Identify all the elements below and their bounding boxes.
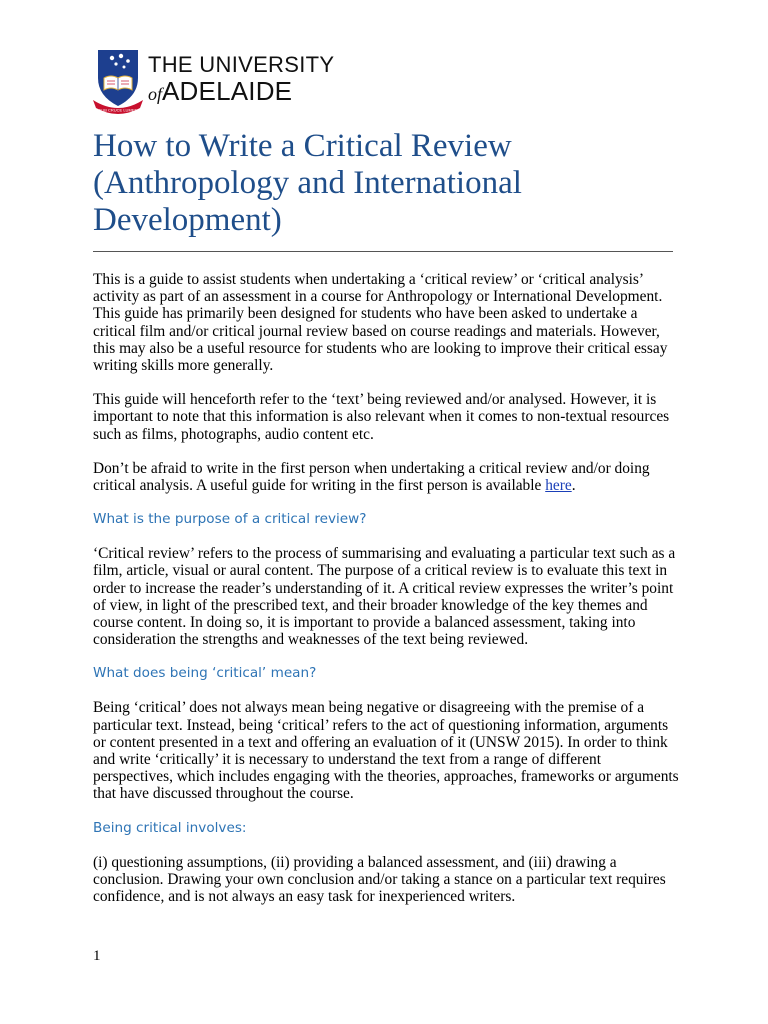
critical-involves-heading: Being critical involves:: [93, 819, 247, 836]
intro-paragraph: This is a guide to assist students when undertaking a ‘critical review’ or ‘critical analysis’ activity as part of an assessment in a course for Anthropology or International Development. This guide has primarily been designed for students who have been asked to undertake a critical film and/or critical journal review based on course readings and materials. However, this may also be a useful resource for students who are looking to improve their critical essay writing skills more generally.: [93, 271, 668, 375]
first-person-guide-link[interactable]: here: [545, 477, 572, 495]
title-divider: [93, 251, 673, 252]
critical-meaning-paragraph: Being ‘critical’ does not always mean being negative or disagreeing with the premise of a particular text. Instead, being ‘critical’ refers to the act of questioning information, arguments or content presented in a text and offering an evaluation of it (UNSW 2015). In order to think and write ‘critically’ it is necessary to understand the text from a range of different perspectives, which includes engaging with the theories, approaches, frameworks or arguments that have discussed throughout the course.: [93, 699, 679, 803]
university-logo: [92, 48, 335, 118]
crest-motto: SUB CRUCE LUMEN: [98, 107, 138, 113]
document-title: How to Write a Critical Review (Anthropology and International Development): [93, 128, 522, 238]
text-definition-paragraph: This guide will henceforth refer to the ‘text’ being reviewed and/or analysed. However, it is important to note that this information is also relevant when it comes to non-textual resources such as films, photographs, audio content etc.: [93, 391, 670, 443]
purpose-paragraph: ‘Critical review’ refers to the process of summarising and evaluating a particular text such as a film, article, visual or aural content. The purpose of a critical review is to evaluate this text in order to increase the reader’s understanding of it. A critical review expresses the writer’s point of view, in light of the prescribed text, and their broader knowledge of the key themes and course content. In doing so, it is important to provide a balanced assessment, taking into consideration the strengths and weaknesses of the text being reviewed.: [93, 545, 676, 649]
critical-involves-paragraph: (i) questioning assumptions, (ii) providing a balanced assessment, and (iii) drawing a conclusion. Drawing your own conclusion and/or taking a stance on a particular text requires confidence, and is not always an easy task for inexperienced writers.: [93, 853, 666, 906]
critical-meaning-heading: What does being ‘critical’ mean?: [93, 665, 317, 682]
logo-bottom-line: [148, 76, 292, 107]
logo-of: of: [148, 84, 163, 104]
logo-top-line: THE UNIVERSITY: [148, 52, 335, 77]
page-number: 1: [93, 948, 101, 964]
logo-name: ADELAIDE: [162, 76, 293, 106]
first-person-text-end: .: [571, 477, 576, 495]
first-person-paragraph: [93, 460, 683, 494]
document-body: [93, 271, 683, 905]
university-crest-icon: [92, 48, 144, 114]
purpose-heading: What is the purpose of a critical review?: [93, 511, 367, 528]
first-person-text: Don’t be afraid to write in the first person when undertaking a critical review and/or doing critical analysis. A useful guide for writing in the first person is available: [93, 459, 650, 495]
